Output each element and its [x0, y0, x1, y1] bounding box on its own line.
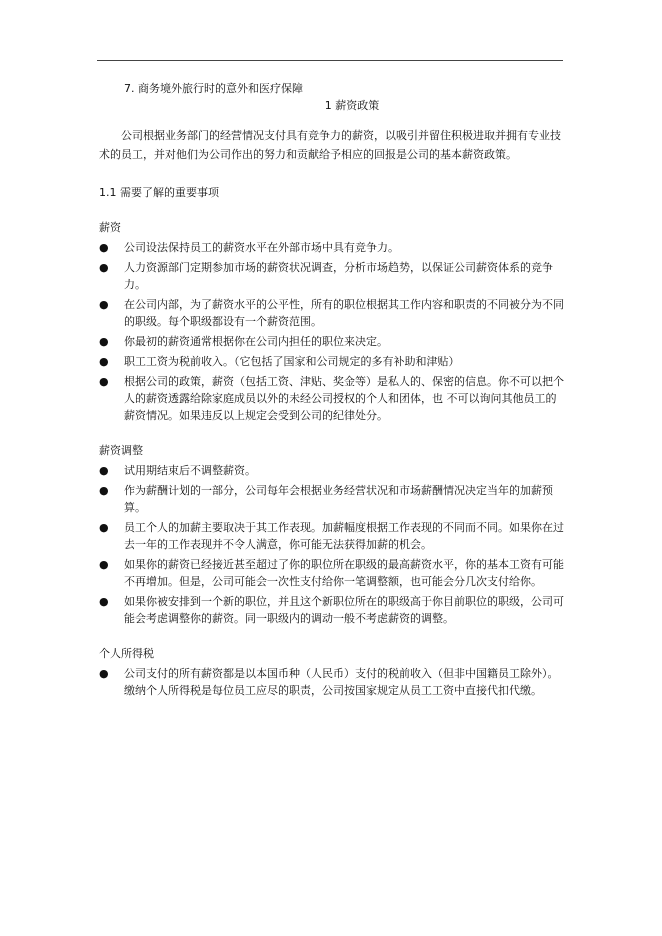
list-item: ● 根据公司的政策，薪资（包括工资、津贴、奖金等）是私人的、保密的信息。你不可以把个人的薪资透露给除家庭成员以外的未经公司授权的个人和团体，也 不可以询问其他员工的薪资情况。如果违反以上规定会受到公司的纪律处分。 [99, 375, 564, 422]
group-heading-salary-adjustment: 薪资调整 [99, 444, 143, 457]
bullet-icon: ● [99, 261, 109, 274]
bullet-icon: ● [99, 298, 109, 311]
bullet-icon: ● [99, 558, 109, 571]
list-item: ● 公司支付的所有薪资都是以本国币种（人民币）支付的税前收入（但非中国籍员工除外）。缴纳个人所得税是每位员工应尽的职责，公司按国家规定从员工工资中直接代扣代缴。 [99, 667, 559, 697]
bullet-icon: ● [99, 484, 109, 497]
income-tax-list [99, 665, 565, 699]
bullet-icon: ● [99, 595, 109, 608]
bullet-icon: ● [99, 375, 109, 388]
header-rule [97, 60, 563, 61]
section-heading: 1.1 需要了解的重要事项 [99, 186, 219, 199]
salary-adjustment-list [99, 462, 565, 627]
list-item: ● 作为薪酬计划的一部分，公司每年会根据业务经营状况和市场薪酬情况决定当年的加薪预算。 [99, 484, 553, 514]
list-heading-item-7: 7. 商务境外旅行时的意外和医疗保障 [124, 82, 303, 95]
list-item: ● 公司设法保持员工的薪资水平在外部市场中具有竞争力。 [99, 241, 399, 254]
list-item: ● 如果你被安排到一个新的职位，并且这个新职位所在的职级高于你目前职位的职级，公司可能会考虑调整你的薪资。同一职级内的调动一般不考虑薪资的调整。 [99, 595, 564, 625]
list-item: ● 职工工资为税前收入。（它包括了国家和公司规定的多有补助和津贴） [99, 355, 460, 368]
group-heading-income-tax: 个人所得税 [99, 647, 154, 660]
intro-paragraph: 公司根据业务部门的经营情况支付具有竞争力的薪资，以吸引并留住积极进取并拥有专业技术的员工，并对他们为公司作出的努力和贡献给予相应的回报是公司的基本薪资政策。 [99, 129, 561, 161]
bullet-icon: ● [99, 521, 109, 534]
list-item: ● 如果你的薪资已经接近甚至超过了你的职位所在职级的最高薪资水平，你的基本工资有可能不再增加。但是，公司可能会一次性支付给你一笔调整额，也可能会分几次支付给你。 [99, 558, 564, 588]
salary-list [99, 239, 565, 424]
list-item: ● 试用期结束后不调整薪资。 [99, 464, 256, 477]
policy-title: 1 薪资政策 [324, 99, 380, 112]
list-item: ● 员工个人的加薪主要取决于其工作表现。加薪幅度根据工作表现的不同而不同。如果你在过去一年的工作表现并不令人满意，你可能无法获得加薪的机会。 [99, 521, 564, 551]
bullet-icon: ● [99, 335, 109, 348]
bullet-icon: ● [99, 241, 109, 254]
list-item: ● 你最初的薪资通常根据你在公司内担任的职位来决定。 [99, 335, 388, 348]
list-item: ● 人力资源部门定期参加市场的薪资状况调查，分析市场趋势，以保证公司薪资体系的竞争力。 [99, 261, 553, 291]
group-heading-salary: 薪资 [99, 221, 121, 234]
bullet-icon: ● [99, 667, 109, 680]
bullet-icon: ● [99, 355, 109, 368]
bullet-icon: ● [99, 464, 109, 477]
list-item: ● 在公司内部，为了薪资水平的公平性，所有的职位根据其工作内容和职责的不同被分为不同的职级。每个职级都设有一个薪资范围。 [99, 298, 564, 328]
document-page [99, 80, 565, 702]
